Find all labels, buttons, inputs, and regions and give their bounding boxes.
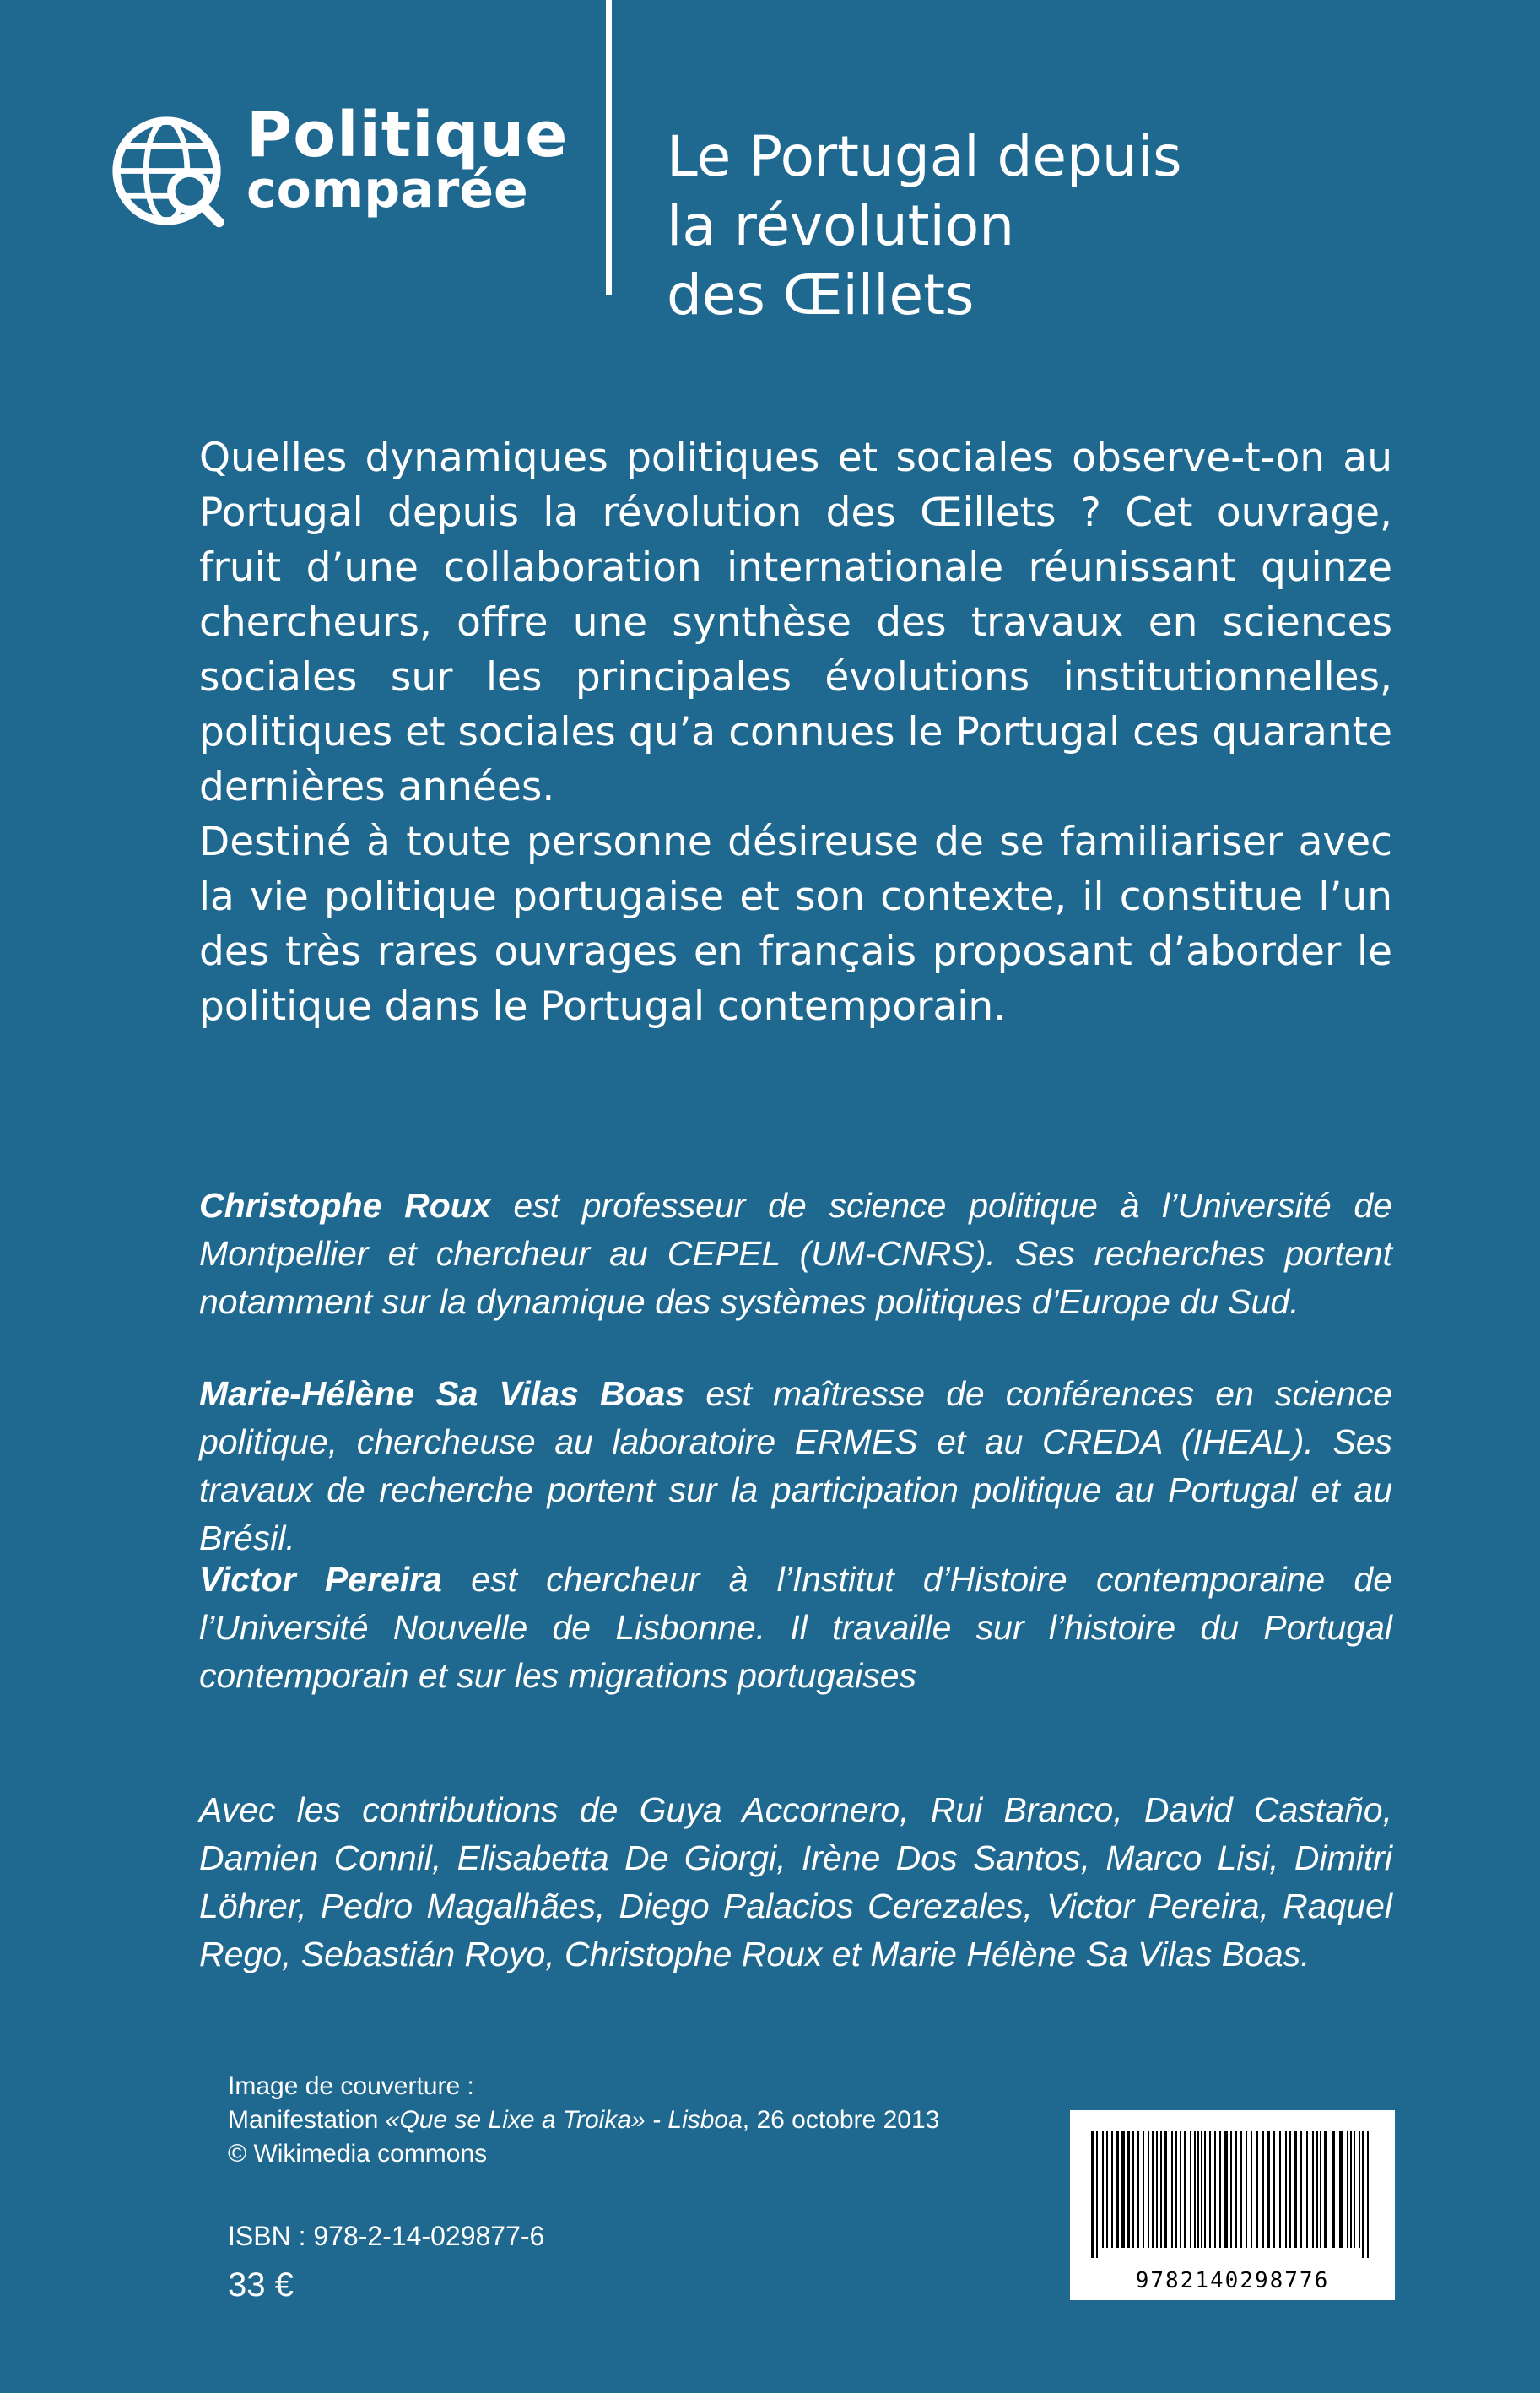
barcode-bar bbox=[1190, 2131, 1191, 2248]
author-name: Victor Pereira bbox=[199, 1560, 442, 1599]
barcode-bar bbox=[1204, 2131, 1206, 2248]
barcode-bar bbox=[1312, 2131, 1314, 2248]
barcode-bar bbox=[1230, 2131, 1232, 2248]
barcode-bar bbox=[1164, 2131, 1167, 2248]
book-title bbox=[667, 122, 1181, 330]
barcode-bar bbox=[1137, 2131, 1139, 2248]
barcode-bar bbox=[1354, 2131, 1355, 2248]
barcode-bar bbox=[1240, 2131, 1242, 2248]
barcode-bar bbox=[1106, 2131, 1108, 2248]
cover-credit-copyright: © Wikimedia commons bbox=[228, 2140, 488, 2168]
barcode-bar bbox=[1197, 2131, 1199, 2248]
book-title-line3: des Œillets bbox=[667, 263, 975, 328]
author-bio-text: est chercheur à l’Institut d’Histoire contemporaine de l’Université Nouvelle de Lisbonne. Il travaille sur l’histoire du Portugal contemporain et sur les migrations portugaises bbox=[199, 1560, 1392, 1695]
barcode-bar bbox=[1306, 2131, 1308, 2248]
barcode-bar bbox=[1156, 2131, 1158, 2248]
brand-name-line1: Politique bbox=[246, 99, 569, 171]
caption-suffix: , 26 octobre 2013 bbox=[742, 2106, 940, 2134]
barcode-bar bbox=[1246, 2131, 1247, 2248]
author-bio-text: est maîtresse de conférences en science politique, chercheuse au laboratoire ERMES et au CREDA (IHEAL). Ses travaux de recherche portent sur la participation politique au Portugal et au Brésil. bbox=[199, 1374, 1392, 1557]
barcode-bar bbox=[1362, 2131, 1364, 2258]
barcode-bar bbox=[1347, 2131, 1348, 2248]
barcode-bar bbox=[1219, 2131, 1221, 2248]
barcode-bar bbox=[1121, 2131, 1125, 2248]
barcode-bar bbox=[1180, 2131, 1181, 2248]
barcode-bar bbox=[1224, 2131, 1228, 2248]
barcode-bar bbox=[1285, 2131, 1287, 2248]
header-divider bbox=[606, 0, 612, 295]
barcode-bar bbox=[1332, 2131, 1335, 2248]
barcode-bar bbox=[1279, 2131, 1281, 2248]
barcode-bar bbox=[1214, 2131, 1216, 2248]
barcode-bar bbox=[1300, 2131, 1302, 2248]
caption-italic: «Que se Lixe a Troika» - Lisboa bbox=[385, 2106, 743, 2134]
barcode-bar bbox=[1116, 2131, 1119, 2248]
author-bio-text: est professeur de science politique à l’Université de Montpellier et chercheur au CEPEL (UM-CNRS). Ses recherches portent notamment sur la dynamique des systèmes politiques d’Europe du Sud. bbox=[199, 1186, 1392, 1321]
barcode-bar bbox=[1359, 2131, 1360, 2248]
barcode-bar bbox=[1148, 2131, 1149, 2248]
price: 33 € bbox=[228, 2266, 294, 2304]
barcode-bar bbox=[1235, 2131, 1237, 2248]
barcode-bar bbox=[1111, 2131, 1113, 2248]
header bbox=[0, 0, 1540, 328]
blurb-paragraph-2: Destiné à toute personne désireuse de se familiariser avec la vie politique portugaise et son contexte, il constitue l’un des très rares ouvrages en français proposant d’aborder le politique dans le Portugal contemporain. bbox=[199, 819, 1392, 1030]
barcode-bar bbox=[1262, 2131, 1264, 2248]
barcode-bar bbox=[1209, 2131, 1211, 2248]
barcode-bar bbox=[1096, 2131, 1098, 2258]
contributors-list: Avec les contributions de Guya Accornero, Rui Branco, David Castaño, Damien Connil, Elisabetta De Giorgi, Irène Dos Santos, Marco Lisi, Dimitri Löhrer, Pedro Magalhães, Diego Palacios Cerezales, Victor Pereira, Raquel Rego, Sebastián Royo, Christophe Roux et Marie Hélène Sa Vilas Boas. bbox=[199, 1790, 1392, 1973]
barcode-bar bbox=[1201, 2131, 1202, 2248]
barcode-bar bbox=[1160, 2131, 1162, 2248]
brand-name-line2: comparée bbox=[246, 160, 528, 219]
barcode-bar bbox=[1143, 2131, 1144, 2248]
barcode-bar bbox=[1316, 2131, 1318, 2248]
book-title-line2: la révolution bbox=[667, 193, 1015, 258]
barcode-bar bbox=[1320, 2131, 1321, 2248]
author-bio-3 bbox=[199, 1556, 1392, 1700]
barcode-bar bbox=[1294, 2131, 1297, 2248]
caption-prefix: Manifestation bbox=[228, 2106, 386, 2134]
barcode-bar bbox=[1339, 2131, 1343, 2248]
barcode-bar bbox=[1127, 2131, 1130, 2248]
author-name: Marie-Hélène Sa Vilas Boas bbox=[199, 1374, 685, 1413]
barcode-bar bbox=[1256, 2131, 1258, 2248]
barcode-bar bbox=[1367, 2131, 1369, 2258]
barcode-bar bbox=[1289, 2131, 1291, 2248]
barcode-bars bbox=[1091, 2131, 1374, 2258]
barcode-digits: 9782140298776 bbox=[1135, 2268, 1330, 2293]
cover-credit bbox=[228, 2070, 939, 2171]
book-title-line1: Le Portugal depuis bbox=[667, 124, 1182, 189]
isbn: ISBN : 978-2-14-029877-6 bbox=[228, 2221, 545, 2251]
barcode-bar bbox=[1175, 2131, 1177, 2248]
barcode-bar bbox=[1350, 2131, 1352, 2248]
barcode-bar bbox=[1184, 2131, 1186, 2248]
cover-credit-caption bbox=[228, 2103, 939, 2137]
author-name: Christophe Roux bbox=[199, 1186, 491, 1225]
author-bio-1 bbox=[199, 1182, 1392, 1326]
barcode-bar bbox=[1132, 2131, 1134, 2248]
cover-credit-label: Image de couverture : bbox=[228, 2072, 474, 2100]
barcode bbox=[1070, 2110, 1395, 2300]
author-bio-2 bbox=[199, 1370, 1392, 1562]
globe-magnifier-icon bbox=[110, 114, 224, 228]
barcode-bar bbox=[1194, 2131, 1196, 2248]
barcode-bar bbox=[1273, 2131, 1275, 2248]
blurb-paragraph-1: Quelles dynamiques politiques et sociales observe-t-on au Portugal depuis la révolution des Œillets ? Cet ouvrage, fruit d’une collaboration internationale réunissant quinze chercheurs, offre une synthèse des travaux en sciences sociales sur les principales évolutions institutionnelles, politiques et sociales qu’a connues le Portugal ces quarante dernières années. bbox=[199, 435, 1392, 810]
barcode-bar bbox=[1091, 2131, 1094, 2258]
barcode-bar bbox=[1102, 2131, 1104, 2248]
barcode-bar bbox=[1152, 2131, 1154, 2248]
barcode-bar bbox=[1267, 2131, 1270, 2248]
barcode-bar bbox=[1171, 2131, 1173, 2248]
barcode-bar bbox=[1324, 2131, 1327, 2248]
barcode-bar bbox=[1251, 2131, 1252, 2248]
